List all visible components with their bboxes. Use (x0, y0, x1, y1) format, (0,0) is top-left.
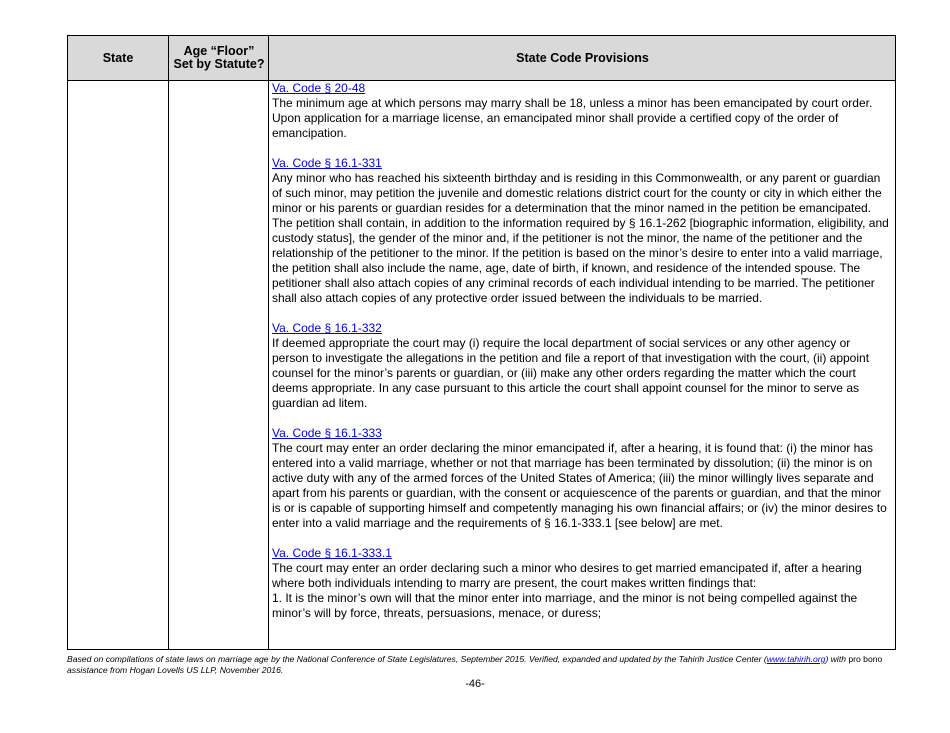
footnote-text: assistance from Hogan Lovells US LLP, November 2016. (67, 664, 284, 675)
provision (272, 546, 889, 621)
citation-link[interactable]: Va. Code § 16.1-333 (272, 426, 382, 440)
provision (272, 81, 889, 141)
tahirih-link[interactable]: www.tahirih.org (766, 654, 826, 664)
header-age-floor: Age “Floor” Set by Statute? (173, 44, 265, 71)
provision (272, 156, 889, 306)
provision-text: If deemed appropriate the court may (i) require the local department of social services or any other agency or person to investigate the allegations in the petition and file a report of that investigation with the court, (ii) appoint counsel for the minor’s parents or guardian, or (iii) make any other orders regarding the matter which the court deems appropriate. In any case pursuant to this article the court shall appoint counsel for the minor to serve as guardian ad litem. (272, 336, 870, 410)
footnote-text: ) with (825, 654, 849, 664)
footnote-text: Based on compilations of state laws on marriage age by the National Conference of State Legislatures, September 2015. Verified, expanded and updated by the Tahirih Justice Center ( (67, 654, 767, 664)
provision (272, 321, 889, 411)
header-state: State (102, 50, 134, 65)
citation-link[interactable]: Va. Code § 16.1-331 (272, 156, 382, 170)
provision (272, 426, 889, 531)
citation-link[interactable]: Va. Code § 16.1-332 (272, 321, 382, 335)
footnote (67, 654, 897, 675)
page-number: -46- (465, 678, 485, 690)
column-divider (168, 36, 169, 649)
citation-link[interactable]: Va. Code § 16.1-333.1 (272, 546, 392, 560)
table-header (68, 36, 895, 81)
column-divider (268, 36, 269, 649)
provision-text: The minimum age at which persons may marry shall be 18, unless a minor has been emancipated by court order. Upon application for a marriage license, an emancipated minor shall provide a certified copy of the order of emancipation. (272, 96, 873, 140)
provision-text: The court may enter an order declaring such a minor who desires to get married emancipated if, after a hearing where both individuals intending to marry are present, the court makes written findings that: (272, 561, 862, 590)
provision-text: The court may enter an order declaring the minor emancipated if, after a hearing, it is found that: (i) the minor has entered into a valid marriage, whether or not that marriage has been terminated by dissolution; (ii) the minor is on active duty with any of the armed forces of the United States of America; (iii) the minor willingly lives separate and apart from his parents or guardian, with the consent or acquiescence of the parents or guardian, and that the minor is or is capable of supporting himself and competently managing his own financial affairs; or (iv) the minor desires to enter into a valid marriage and the requirements of § 16.1-333.1 [see below] are met. (272, 441, 887, 530)
citation-link[interactable]: Va. Code § 20-48 (272, 81, 366, 95)
provisions-cell (272, 81, 889, 649)
provision-list-item: 1. It is the minor’s own will that the minor enter into marriage, and the minor is not being compelled against the minor’s will by force, threats, persuasions, menace, or duress; (272, 591, 858, 620)
header-provisions: State Code Provisions (516, 50, 649, 65)
provision-text: Any minor who has reached his sixteenth birthday and is residing in this Commonwealth, or any parent or guardian of such minor, may petition the juvenile and domestic relations district court for the county or city in which either the minor or his parents or guardian resides for a determination that the minor named in the petition be emancipated. The petition shall contain, in addition to the information required by § 16.1-262 [biographic information, eligibility, and custody status], the gender of the minor and, if the petitioner is not the minor, the name of the petitioner and the relationship of the petitioner to the minor. If the petition is based on the minor’s desire to enter into a valid marriage, the petition shall also include the name, age, date of birth, if known, and residence of the intended spouse. The petitioner shall also attach copies of any criminal records of each individual intending to be married. The petitioner shall also attach copies of any protective order issued between the individuals to be married. (272, 171, 889, 305)
footnote-pro-bono: pro bono (848, 654, 883, 664)
state-law-table (67, 35, 896, 650)
